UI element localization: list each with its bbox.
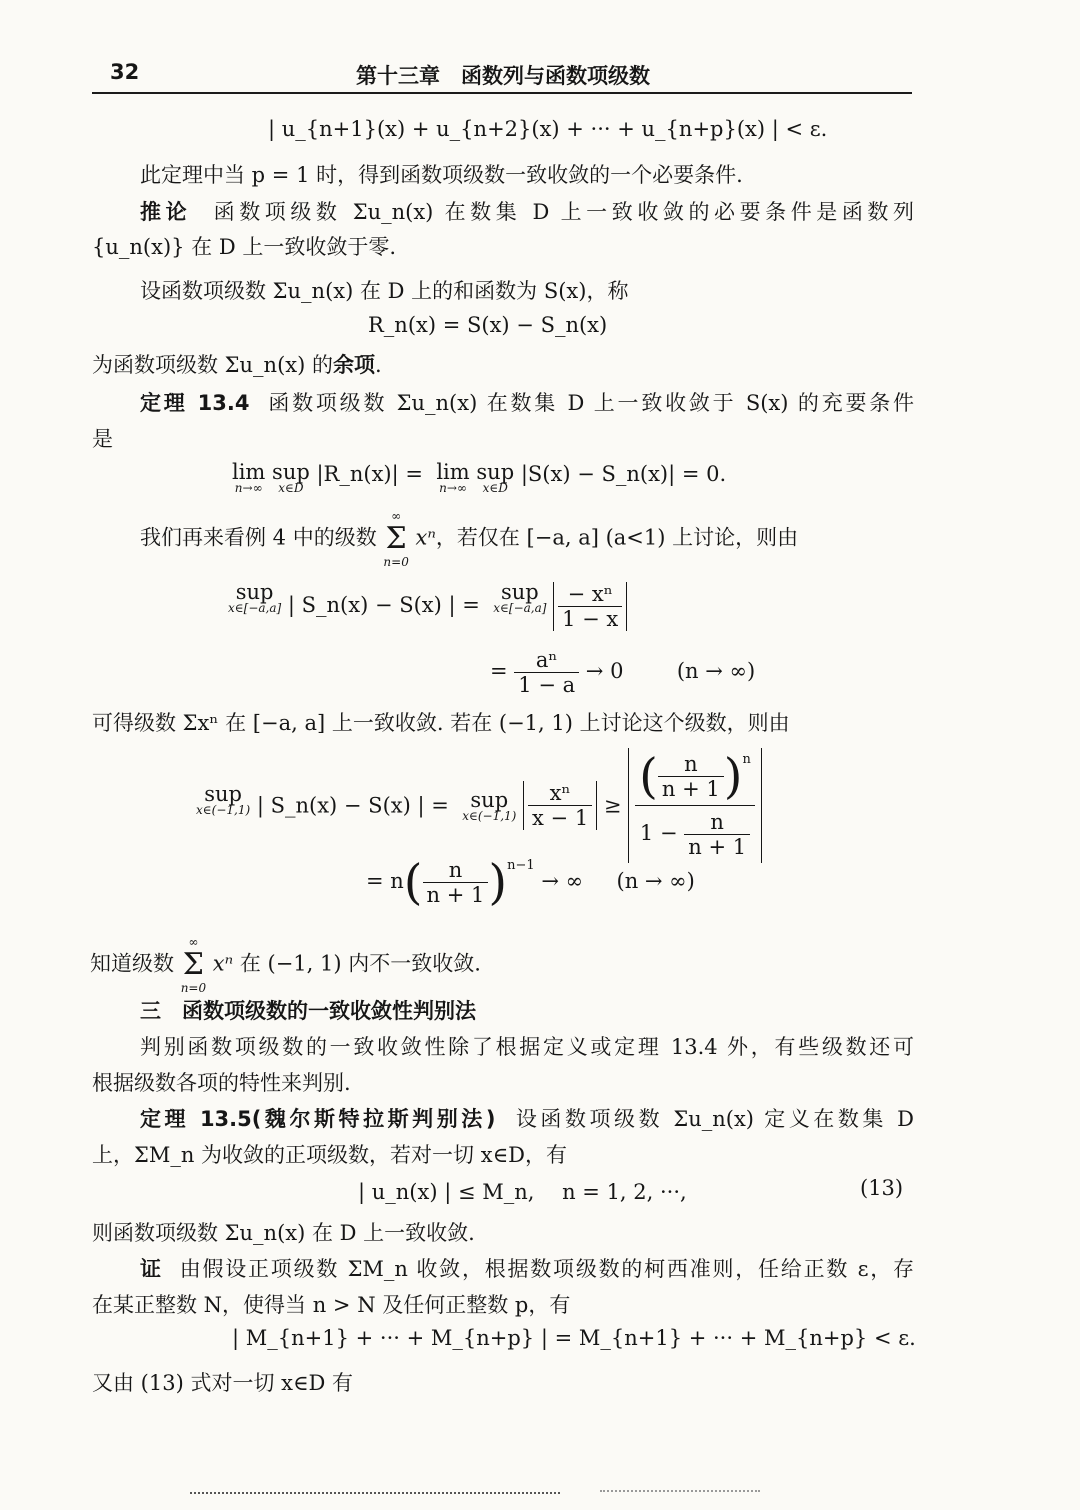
paragraph-p1: 此定理中当 p = 1 时，得到函数项级数一致收敛的一个必要条件. [140,163,743,187]
page-number: 32 [110,60,140,84]
paragraph-p6: 知道级数 ∞ Σ n=0 xⁿ 在 (−1, 1) 内不一致收敛. [90,935,481,995]
equation-13: | u_n(x) | ≤ M_n, n = 1, 2, ···, [358,1180,687,1204]
theorem-13-4-line-1 [140,388,914,418]
corollary-line-2: {u_n(x)} 在 D 上一致收敛于零. [92,235,397,259]
equation-result-11: = n( $\frac{n}{n + 1}$ )$^{n-1}$ → ∞ (n → ∞) [366,854,695,911]
theorem-13-5-label: 定理 13.5 [140,1107,252,1131]
lim-operator-2: lim n→∞ [436,460,470,495]
theorem-13-4-text-1: 函数项级数 Σu_n(x) 在数集 D 上一致收敛于 S(x) 的充要条件 [268,391,915,415]
equation-remainder: R_n(x) = S(x) − S_n(x) [368,313,608,337]
equation-sup-11: sup x∈(−1,1) | S_n(x) − S(x) | = sup x∈(−1,1) $\frac{\text{xⁿ}}{x - 1}$ ≥ ( $\frac{n}{n + 1}$ )$^n$ 1 − $\frac{n}{n + 1}$ [196,748,762,863]
sum-symbol-1: ∞ Σ n=0 [383,509,409,569]
proof-line-1: 证 由假设正项级数 ΣM_n 收敛，根据数项级数的柯西准则，任给正数 ε，存 [140,1257,914,1281]
theorem-13-4-line-2: 是 [92,427,113,451]
scan-artifact-line [190,1492,560,1494]
section-heading-3: 三 函数项级数的一致收敛性判别法 [140,999,476,1023]
proof-label: 证 [140,1257,163,1281]
equation-result-a: = $\frac{\text{aⁿ}}{1 - a}$ → 0 (n → ∞) [490,648,756,697]
theorem-13-5-line-1: 定理 13.5(魏尔斯特拉斯判别法) 设函数项级数 Σu_n(x) 定义在数集 D [140,1107,914,1131]
header-rule [92,92,912,94]
paragraph-p2: 设函数项级数 Σu_n(x) 在 D 上的和函数为 S(x)，称 [140,279,629,303]
abs-fraction-1: $\frac{\text{− xⁿ}}{1 - x}$ [553,582,627,631]
paragraph-p7-line-1: 判别函数项级数的一致收敛性除了根据定义或定理 13.4 外，有些级数还可 [140,1035,914,1059]
sup-operator-5: sup x∈(−1,1) [196,782,251,817]
lim-operator-1: lim n→∞ [232,460,266,495]
corollary-line-1 [140,197,914,227]
sup-operator-4: sup x∈[−a,a] [493,580,547,615]
equation-13-tag: (13) [860,1176,904,1200]
remainder-term: 余项 [332,353,375,377]
theorem-13-4-label: 定理 13.4 [140,391,250,415]
limit-body-1: |R_n(x)| = [316,462,423,486]
paragraph-p5: 可得级数 Σxⁿ 在 [−a, a] 上一致收敛. 若在 (−1, 1) 上讨论这个级数，则由 [92,711,790,735]
p3-text-c: . [374,353,382,377]
paragraph-p7-line-2: 根据级数各项的特性来判别. [92,1071,351,1095]
paragraph-p4: 我们再来看例 4 中的级数 ∞ Σ n=0 xⁿ，若仅在 [−a, a] (a<1) 上讨论，则由 [140,509,799,569]
p3-text-a: 为函数项级数 Σu_n(x) 的 [92,353,333,377]
theorem-13-5-name: (魏尔斯特拉斯判别法) [251,1107,496,1131]
paragraph-p3 [92,350,914,380]
scan-artifact-line [600,1490,760,1492]
sup-operator-2: sup x∈D [476,460,515,495]
sup-operator-6: sup x∈(−1,1) [462,787,517,823]
proof-line-2: 在某正整数 N，使得当 n > N 及任何正整数 p，有 [92,1293,571,1317]
paragraph-last: 又由 (13) 式对一切 x∈D 有 [92,1371,354,1395]
corollary-label: 推论 [140,200,192,224]
theorem-13-5-line-2: 上，ΣM_n 为收敛的正项级数，若对一切 x∈D，有 [92,1143,567,1167]
equation-sup-a: sup x∈[−a,a] | S_n(x) − S(x) | = sup x∈[−a,a] $\frac{\text{− xⁿ}}{1 - x}$ [228,582,627,631]
sup-operator-3: sup x∈[−a,a] [228,580,282,615]
sum-symbol-2: ∞ Σ n=0 [180,935,207,995]
sup-operator-1: sup x∈D [272,460,310,495]
corollary-text-1: 函数项级数 Σu_n(x) 在数集 D 上一致收敛的必要条件是函数列 [213,200,915,224]
fraction-an: $\frac{\text{aⁿ}}{1 - a}$ [514,648,579,697]
equation-m: | M_{n+1} + ··· + M_{n+p} | = M_{n+1} + ··· + M_{n+p} < ε. [232,1326,916,1350]
running-header: 第十三章 函数列与函数项级数 [356,64,650,88]
theorem-13-5-line-3: 则函数项级数 Σu_n(x) 在 D 上一致收敛. [92,1221,475,1245]
limit-body-2: |S(x) − S_n(x)| = 0. [520,462,727,486]
equation-limit-sup [232,462,726,494]
abs-fraction-2: $\frac{\text{xⁿ}}{x - 1}$ [523,781,597,830]
abs-complex-fraction: ( $\frac{n}{n + 1}$ )$^n$ 1 − $\frac{n}{n + 1}$ [628,748,762,863]
fraction-n-n1: $\frac{n}{n + 1}$ [423,858,489,907]
equation-cauchy: | u_{n+1}(x) + u_{n+2}(x) + ··· + u_{n+p}(x) | < ε. [268,117,828,141]
